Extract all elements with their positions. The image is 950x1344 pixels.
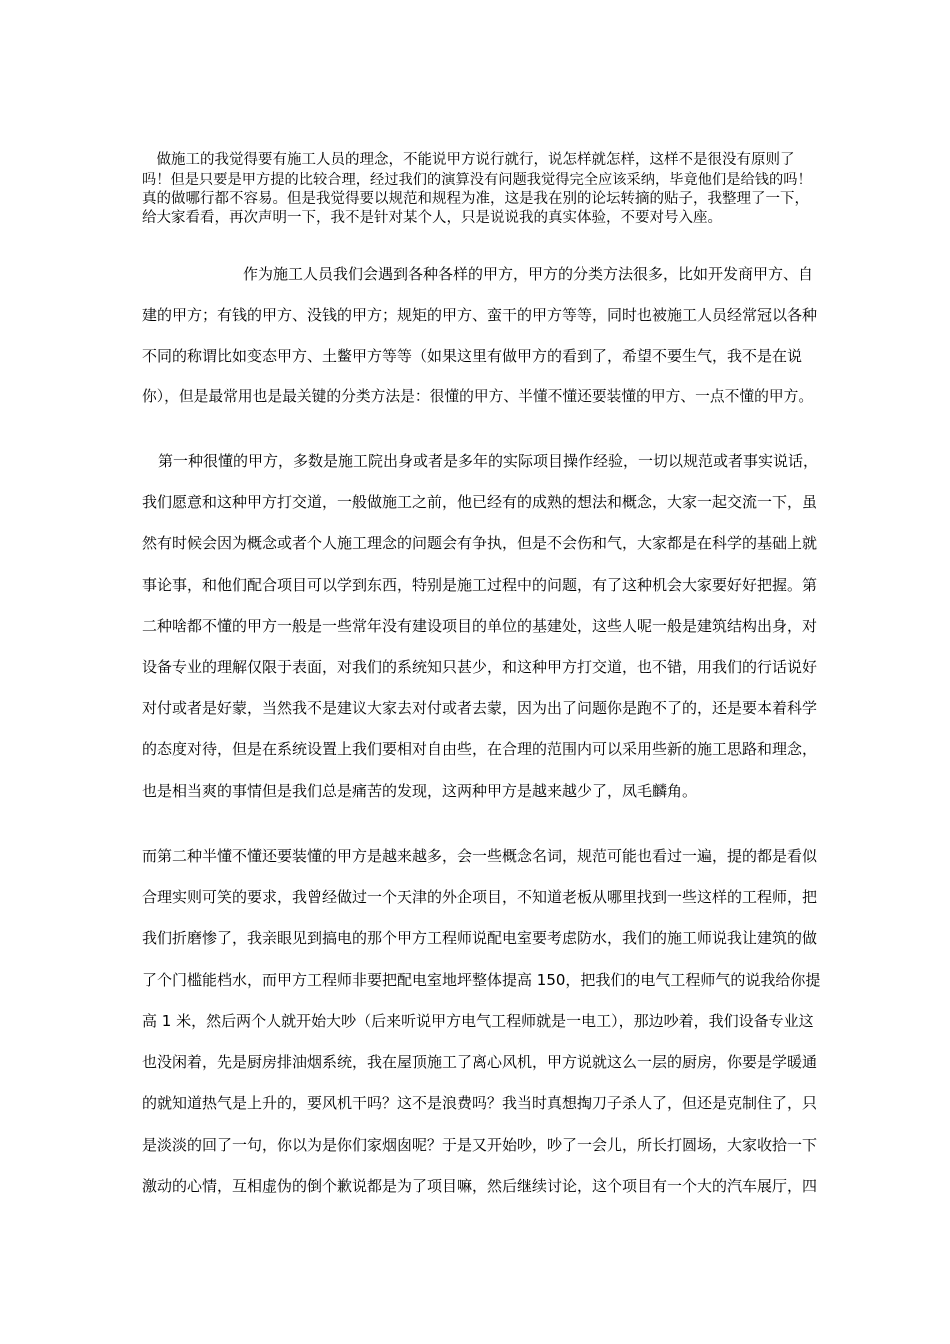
paragraph-line: 不同的称谓比如变态甲方、土鳖甲方等等（如果这里有做甲方的看到了，希望不要生气，我不是在说 [142, 347, 803, 365]
paragraph-line: 我们折磨惨了，我亲眼见到搞电的那个甲方工程师说配电室要考虑防水，我们的施工师说我让建筑的做 [142, 929, 818, 947]
intro-line: 吗！但是只要是甲方提的比较合理，经过我们的演算没有问题我觉得完全应该采纳，毕竟他们是给钱的吗！ [142, 172, 812, 188]
paragraph-line: 合理实则可笑的要求，我曾经做过一个天津的外企项目，不知道老板从哪里找到一些这样的工程师，把 [142, 888, 818, 906]
paragraph-line: 然有时候会因为概念或者个人施工理念的问题会有争执，但是不会伤和气，大家都是在科学的基础上就 [142, 534, 818, 552]
paragraph-line: 的态度对待，但是在系统设置上我们要相对自由些，在合理的范围内可以采用些新的施工思路和理念， [142, 740, 818, 758]
paragraph-line: 建的甲方；有钱的甲方、没钱的甲方；规矩的甲方、蛮干的甲方等等，同时也被施工人员经常冠以各种 [142, 306, 818, 324]
paragraph-line: 二种啥都不懂的甲方一般是一些常年没有建设项目的单位的基建处，这些人呢一般是建筑结构出身，对 [142, 617, 818, 635]
paragraph-line: 设备专业的理解仅限于表面，对我们的系统知只甚少，和这种甲方打交道，也不错，用我们的行话说好 [142, 658, 818, 676]
paragraph-line: 是淡淡的回了一句，你以为是你们家烟囱呢？于是又开始吵，吵了一会儿，所长打圆场，大家收拾一下 [142, 1136, 818, 1154]
intro-line: 真的做哪行都不容易。但是我觉得要以规范和规程为准，这是我在别的论坛转摘的贴子，我整理了一下， [142, 191, 809, 207]
paragraph-line: 的就知道热气是上升的，要风机干吗？这不是浪费吗？我当时真想掏刀子杀人了，但还是克制住了，只 [142, 1094, 818, 1112]
intro-line: 做施工的我觉得要有施工人员的理念，不能说甲方说行就行，说怎样就怎样，这样不是很没有原则了 [142, 152, 795, 168]
paragraph-line: 你），但是最常用也是最关键的分类方法是：很懂的甲方、半懂不懂还要装懂的甲方、一点不懂的甲方。 [142, 388, 814, 405]
paragraph-line: 作为施工人员我们会遇到各种各样的甲方，甲方的分类方法很多，比如开发商甲方、自 [243, 265, 814, 283]
paragraph-line: 了个门槛能档水，而甲方工程师非要把配电室地坪整体提高 150，把我们的电气工程师气的说我给你提 [142, 971, 821, 989]
paragraph-line: 对付或者是好蒙，当然我不是建议大家去对付或者去蒙，因为出了问题你是跑不了的，还是要本着科学 [142, 699, 818, 717]
paragraph-line: 也没闲着，先是厨房排油烟系统，我在屋顶施工了离心风机，甲方说就这么一层的厨房，你要是学暖通 [142, 1053, 818, 1071]
paragraph-line: 激动的心情，互相虚伪的倒个歉说都是为了项目嘛，然后继续讨论，这个项目有一个大的汽车展厅，四 [142, 1177, 818, 1195]
paragraph-line: 而第二种半懂不懂还要装懂的甲方是越来越多，会一些概念名词，规范可能也看过一遍，提的都是看似 [142, 847, 818, 865]
paragraph-line: 高 1 米，然后两个人就开始大吵（后来听说甲方电气工程师就是一电工），那边吵着，我们设备专业这 [142, 1012, 814, 1030]
paragraph-line: 我们愿意和这种甲方打交道，一般做施工之前，他已经有的成熟的想法和概念，大家一起交流一下，虽 [142, 493, 818, 511]
paragraph-line: 也是相当爽的事情但是我们总是痛苦的发现，这两种甲方是越来越少了，凤毛麟角。 [142, 782, 698, 800]
paragraph-line: 事论事，和他们配合项目可以学到东西，特别是施工过程中的问题，有了这种机会大家要好好把握。第 [142, 576, 818, 594]
intro-line: 给大家看看，再次声明一下，我不是针对某个人，只是说说我的真实体验，不要对号入座。 [142, 210, 722, 226]
paragraph-line: 第一种很懂的甲方，多数是施工院出身或者是多年的实际项目操作经验，一切以规范或者事实说话， [158, 452, 819, 470]
